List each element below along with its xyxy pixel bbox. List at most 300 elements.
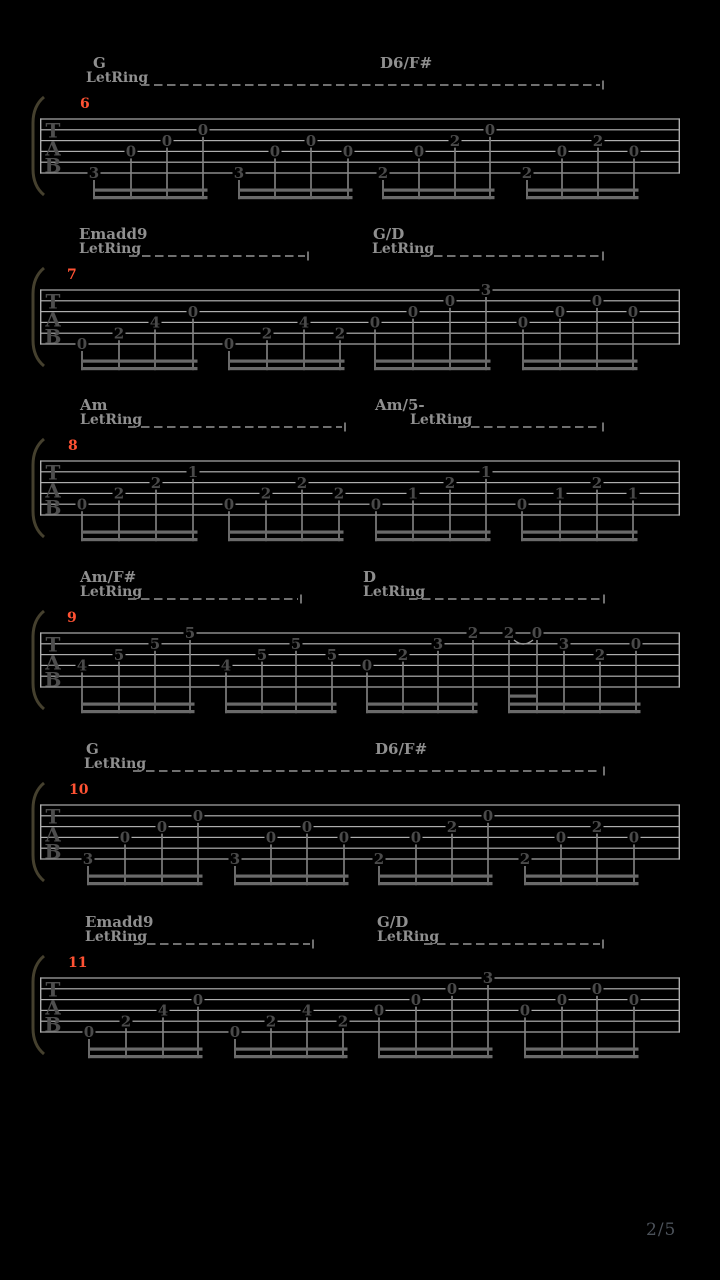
staff-line	[40, 1031, 680, 1032]
note-stem	[559, 500, 561, 541]
fret-number: 5	[149, 635, 161, 653]
beam-32nd	[508, 695, 538, 698]
fret-number: 0	[413, 142, 425, 161]
tab-note[interactable]	[628, 991, 641, 1009]
tab-note[interactable]	[125, 143, 138, 161]
letring-label: LetRing	[84, 756, 147, 772]
fret-number: 0	[410, 990, 422, 1009]
chord-label: G	[86, 740, 99, 758]
staff-line	[40, 118, 680, 119]
fret-number: 0	[223, 335, 235, 354]
tab-note[interactable]	[233, 164, 246, 182]
note-stem	[270, 1028, 272, 1058]
note-stem	[633, 844, 635, 885]
staff-line	[40, 837, 680, 838]
note-stem	[303, 329, 305, 370]
tab-clef-letter: B	[44, 667, 62, 692]
note-stem	[487, 985, 489, 1058]
fret-number: 2	[334, 324, 346, 343]
fret-number: 2	[260, 484, 272, 503]
fret-number: 0	[555, 828, 567, 847]
tab-note[interactable]	[149, 314, 162, 332]
tab-note[interactable]	[260, 485, 273, 503]
note-stem	[118, 340, 120, 370]
beam	[88, 1055, 203, 1058]
fret-number: 1	[554, 484, 566, 503]
beam	[521, 531, 638, 534]
staff-line	[40, 460, 680, 461]
tab-note[interactable]	[113, 485, 126, 503]
tab-note[interactable]	[627, 303, 640, 321]
fret-number: 3	[233, 164, 245, 183]
staff-line	[40, 826, 680, 827]
end-barline	[679, 804, 680, 859]
staff-line	[40, 848, 680, 849]
fret-number: 2	[449, 131, 461, 150]
fret-number: 0	[187, 302, 199, 321]
fret-number: 2	[261, 324, 273, 343]
note-stem	[154, 329, 156, 370]
chord-label: G/D	[373, 225, 405, 243]
beam	[508, 710, 641, 713]
fret-number: 0	[482, 807, 494, 825]
tab-note[interactable]	[369, 314, 382, 332]
start-barline	[40, 632, 41, 687]
tab-note[interactable]	[373, 850, 386, 868]
letring-label: LetRing	[363, 584, 426, 600]
fret-number: 0	[410, 828, 422, 847]
note-stem	[374, 329, 376, 370]
fret-number: 0	[484, 121, 496, 139]
tab-note[interactable]	[413, 143, 426, 161]
fret-number: 2	[377, 164, 389, 183]
chord-label: Am	[80, 396, 108, 414]
tab-note[interactable]	[113, 646, 126, 664]
tab-note[interactable]	[338, 829, 351, 847]
tab-note[interactable]	[149, 635, 162, 653]
note-stem	[339, 340, 341, 370]
beam	[234, 1055, 348, 1058]
beam	[526, 196, 639, 199]
note-stem	[485, 297, 487, 370]
end-barline	[679, 118, 680, 173]
tab-note[interactable]	[480, 463, 493, 481]
staff-line	[40, 514, 680, 515]
tab-note[interactable]	[150, 474, 163, 492]
fret-number: 1	[187, 463, 199, 481]
fret-number: 0	[517, 313, 529, 332]
fret-number: 2	[591, 817, 603, 836]
tab-note[interactable]	[223, 335, 236, 353]
tab-note[interactable]	[482, 969, 495, 987]
tab-clef-letter: T	[45, 804, 61, 829]
measure-number: 10	[69, 782, 89, 798]
fret-number: 1	[407, 484, 419, 503]
tab-note[interactable]	[628, 829, 641, 847]
end-barline	[679, 977, 680, 1032]
fret-number: 0	[161, 131, 173, 150]
staff-line	[40, 977, 680, 978]
tab-note[interactable]	[187, 463, 200, 481]
tab-note[interactable]	[187, 303, 200, 321]
beam	[234, 875, 349, 878]
tab-note[interactable]	[305, 132, 318, 150]
tab-clef-letter: T	[45, 632, 61, 657]
fret-number: 4	[301, 1001, 313, 1020]
tab-note[interactable]	[556, 143, 569, 161]
note-stem	[347, 158, 349, 199]
chord-label: Emadd9	[85, 913, 154, 931]
staff-line	[40, 504, 680, 505]
tab-note[interactable]	[265, 1012, 278, 1030]
tab-clef-letter: B	[44, 1012, 62, 1037]
fret-number: 2	[446, 817, 458, 836]
fret-number: 2	[467, 624, 479, 643]
beam	[87, 882, 203, 885]
fret-number: 0	[192, 990, 204, 1009]
tab-note[interactable]	[361, 657, 374, 675]
staff-line	[40, 676, 680, 677]
beam	[228, 360, 345, 363]
beam	[238, 189, 353, 192]
fret-number: 0	[591, 292, 603, 310]
beam	[225, 710, 337, 713]
tab-note[interactable]	[446, 818, 459, 836]
beam	[366, 710, 478, 713]
tab-note[interactable]	[301, 1002, 314, 1020]
note-stem	[266, 340, 268, 370]
fret-number: 0	[125, 142, 137, 161]
tab-note[interactable]	[223, 495, 236, 513]
tab-note[interactable]	[83, 1023, 96, 1041]
fret-number: 5	[184, 624, 196, 643]
tab-note[interactable]	[220, 657, 233, 675]
note-stem	[508, 640, 510, 713]
letring-label: LetRing	[79, 241, 142, 257]
fret-number: 0	[556, 142, 568, 161]
fret-number: 4	[76, 656, 88, 675]
note-stem	[130, 158, 132, 199]
tab-note[interactable]	[119, 829, 132, 847]
fret-number: 5	[113, 645, 125, 664]
fret-number: 3	[88, 164, 100, 183]
beam	[524, 882, 639, 885]
tab-note[interactable]	[407, 303, 420, 321]
tab-note[interactable]	[432, 635, 445, 653]
tab-note[interactable]	[326, 646, 339, 664]
tab-note[interactable]	[594, 646, 607, 664]
beam	[375, 531, 491, 534]
tab-note[interactable]	[82, 850, 95, 868]
fret-number: 1	[480, 463, 492, 481]
fret-number: 4	[220, 656, 232, 675]
beam	[81, 531, 198, 534]
tab-note[interactable]	[269, 143, 282, 161]
fret-number: 2	[113, 484, 125, 503]
note-stem	[189, 640, 191, 713]
fret-number: 0	[444, 292, 456, 310]
tab-note[interactable]	[591, 292, 604, 310]
tab-note[interactable]	[519, 1002, 532, 1020]
tab-clef-letter: A	[45, 650, 61, 675]
note-stem	[536, 640, 538, 713]
tab-note[interactable]	[554, 485, 567, 503]
staff-line	[40, 1021, 680, 1022]
tab-note[interactable]	[480, 281, 493, 299]
beam	[526, 189, 639, 192]
tab-note[interactable]	[531, 624, 544, 642]
tab-note[interactable]	[229, 850, 242, 868]
tab-note[interactable]	[76, 495, 89, 513]
tab-note[interactable]	[449, 132, 462, 150]
beam	[81, 360, 198, 363]
staff-line	[40, 1010, 680, 1011]
measure-number: 7	[67, 267, 77, 283]
fret-number: 2	[591, 473, 603, 492]
tab-note[interactable]	[519, 850, 532, 868]
fret-number: 2	[373, 850, 385, 869]
chord-label: D	[363, 568, 377, 586]
letring-label: LetRing	[410, 412, 473, 428]
note-stem	[524, 1017, 526, 1058]
tab-note[interactable]	[630, 635, 643, 653]
fret-number: 2	[120, 1012, 132, 1031]
tab-note[interactable]	[113, 324, 126, 342]
fret-number: 1	[627, 484, 639, 503]
fret-number: 0	[628, 828, 640, 847]
fret-number: 0	[627, 302, 639, 321]
tab-note[interactable]	[484, 121, 497, 139]
fret-number: 3	[229, 850, 241, 869]
tab-note[interactable]	[337, 1012, 350, 1030]
beam	[225, 703, 337, 706]
beam	[228, 531, 344, 534]
fret-number: 2	[594, 645, 606, 664]
note-stem	[560, 844, 562, 885]
fret-number: 0	[223, 495, 235, 514]
staff-line	[40, 333, 680, 334]
fret-number: 2	[333, 484, 345, 503]
tab-note[interactable]	[197, 121, 210, 139]
tab-clef-letter: T	[45, 460, 61, 485]
tab-note[interactable]	[627, 485, 640, 503]
tab-note[interactable]	[591, 474, 604, 492]
tab-note[interactable]	[192, 991, 205, 1009]
chord-label: Am/F#	[80, 568, 137, 586]
measure-number: 8	[68, 438, 78, 454]
note-stem	[418, 158, 420, 199]
fret-number: 0	[269, 142, 281, 161]
chord-label: D6/F#	[380, 54, 433, 72]
fret-number: 5	[290, 635, 302, 653]
fret-number: 2	[397, 645, 409, 664]
staff-line	[40, 343, 680, 344]
staff-line	[40, 815, 680, 816]
tab-note[interactable]	[482, 807, 495, 825]
beam	[81, 710, 195, 713]
end-barline	[679, 289, 680, 344]
fret-number: 0	[554, 302, 566, 321]
letring-label: LetRing	[80, 584, 143, 600]
beam	[238, 196, 353, 199]
tab-note[interactable]	[161, 132, 174, 150]
tab-note[interactable]	[373, 1002, 386, 1020]
fret-number: 3	[82, 850, 94, 869]
fret-number: 0	[591, 980, 603, 998]
beam	[366, 703, 478, 706]
tab-note[interactable]	[265, 829, 278, 847]
letring-label: LetRing	[377, 929, 440, 945]
tab-note[interactable]	[444, 474, 457, 492]
tab-note[interactable]	[120, 1012, 133, 1030]
tab-note[interactable]	[516, 495, 529, 513]
beam	[524, 1048, 639, 1051]
fret-number: 0	[197, 121, 209, 139]
tab-clef-letter: T	[45, 289, 61, 314]
fret-number: 2	[337, 1012, 349, 1031]
fret-number: 0	[119, 828, 131, 847]
note-stem	[118, 500, 120, 541]
fret-number: 4	[157, 1001, 169, 1020]
measure-number: 11	[68, 955, 88, 971]
beam	[378, 1048, 493, 1051]
tab-note[interactable]	[261, 324, 274, 342]
tab-note[interactable]	[555, 829, 568, 847]
tab-note[interactable]	[229, 1023, 242, 1041]
fret-number: 5	[256, 645, 268, 664]
start-barline	[40, 118, 41, 173]
fret-number: 0	[531, 624, 543, 643]
tab-clef-letter: A	[45, 822, 61, 847]
tab-note[interactable]	[444, 292, 457, 310]
tab-note[interactable]	[517, 314, 530, 332]
staff-line	[40, 999, 680, 1000]
note-stem	[270, 844, 272, 885]
fret-number: 0	[76, 335, 88, 354]
staff-line	[40, 654, 680, 655]
tab-note[interactable]	[333, 485, 346, 503]
fret-number: 0	[83, 1023, 95, 1042]
beam	[375, 538, 491, 541]
start-barline	[40, 804, 41, 859]
staff-line	[40, 686, 680, 687]
tab-note[interactable]	[554, 303, 567, 321]
fret-number: 0	[446, 980, 458, 998]
tab-note[interactable]	[334, 324, 347, 342]
staff-line	[40, 162, 680, 163]
tab-note[interactable]	[290, 635, 303, 653]
chord-label: G	[93, 54, 106, 72]
beam	[228, 538, 344, 541]
beam	[524, 875, 639, 878]
fret-number: 3	[432, 635, 444, 653]
tab-note[interactable]	[76, 335, 89, 353]
tab-note[interactable]	[407, 485, 420, 503]
tab-clef-letter: B	[44, 495, 62, 520]
chord-label: G/D	[377, 913, 409, 931]
page-indicator: 2/5	[646, 1220, 677, 1240]
tab-note[interactable]	[558, 635, 571, 653]
fret-number: 0	[369, 313, 381, 332]
beam	[374, 360, 491, 363]
note-stem	[162, 1017, 164, 1058]
tab-note[interactable]	[556, 991, 569, 1009]
tab-clef-letter: B	[44, 324, 62, 349]
fret-number: 0	[556, 990, 568, 1009]
tab-note[interactable]	[370, 495, 383, 513]
tab-note[interactable]	[184, 624, 197, 642]
tab-note[interactable]	[377, 164, 390, 182]
tab-note[interactable]	[397, 646, 410, 664]
tab-note[interactable]	[157, 1002, 170, 1020]
tab-note[interactable]	[410, 829, 423, 847]
fret-number: 0	[265, 828, 277, 847]
end-barline	[679, 632, 680, 687]
beam	[521, 538, 638, 541]
tab-note[interactable]	[410, 991, 423, 1009]
beam	[81, 703, 195, 706]
tab-note[interactable]	[467, 624, 480, 642]
tab-note[interactable]	[256, 646, 269, 664]
note-stem	[378, 1017, 380, 1058]
fret-number: 0	[516, 495, 528, 514]
tab-note[interactable]	[301, 818, 314, 836]
tab-note[interactable]	[521, 164, 534, 182]
tab-clef-letter: A	[45, 136, 61, 161]
tab-note[interactable]	[591, 980, 604, 998]
tab-note[interactable]	[342, 143, 355, 161]
staff-line	[40, 322, 680, 323]
start-barline	[40, 460, 41, 515]
staff-line	[40, 632, 680, 633]
beam	[81, 538, 198, 541]
measure-number: 6	[80, 96, 90, 112]
beam	[228, 367, 345, 370]
tab-note[interactable]	[503, 624, 516, 642]
tab-note[interactable]	[296, 474, 309, 492]
fret-number: 2	[150, 473, 162, 492]
staff-line	[40, 988, 680, 989]
tab-note[interactable]	[76, 657, 89, 675]
note-stem	[265, 500, 267, 541]
note-stem	[343, 844, 345, 885]
tab-note[interactable]	[156, 818, 169, 836]
fret-number: 0	[630, 635, 642, 653]
staff-line	[40, 643, 680, 644]
tab-note[interactable]	[592, 132, 605, 150]
tab-note[interactable]	[446, 980, 459, 998]
note-stem	[124, 844, 126, 885]
fret-number: 0	[192, 807, 204, 825]
fret-number: 0	[305, 131, 317, 150]
beam	[522, 360, 638, 363]
tab-note[interactable]	[88, 164, 101, 182]
note-stem	[125, 1028, 127, 1058]
fret-number: 0	[156, 817, 168, 836]
fret-number: 0	[361, 656, 373, 675]
tab-note[interactable]	[591, 818, 604, 836]
tab-clef-letter: B	[44, 153, 62, 178]
beam	[378, 875, 493, 878]
tab-note[interactable]	[298, 314, 311, 332]
fret-number: 2	[444, 473, 456, 492]
measure-number: 9	[67, 610, 77, 626]
tab-note[interactable]	[628, 143, 641, 161]
staff-line	[40, 804, 680, 805]
tab-note[interactable]	[192, 807, 205, 825]
beam	[524, 1055, 639, 1058]
note-stem	[632, 500, 634, 541]
